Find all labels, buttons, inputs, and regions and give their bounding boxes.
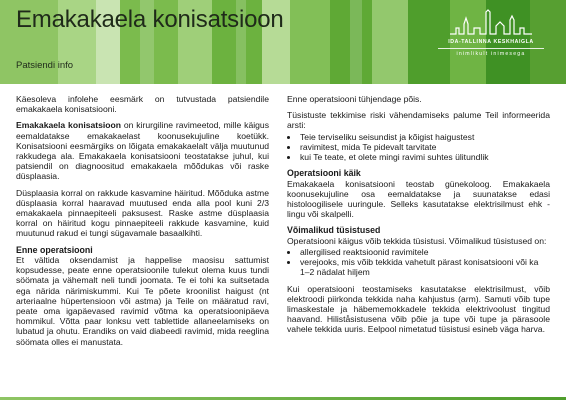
logo-wordmark: IDA-TALLINNA KESKHAIGLA [448, 39, 534, 45]
procedure-heading: Operatsiooni käik [287, 168, 361, 179]
logo-divider [438, 48, 544, 49]
risk-intro-paragraph: Tüsistuste tekkimise riski vähendamiseks palume Teil informeerida arsti: [287, 110, 550, 131]
procedure-paragraph: Emakakaela konisatsiooni teostab günekoloog. Emakakaela koonusekujuline osa eemaldatakse ja suunatakse edasi histoloogilisele uuringule. Selleks kasutatakse elektrisilmust ehk -lingu või skalpelli. [287, 178, 550, 220]
dysplasia-paragraph: Düsplaasia korral on rakkude kasvamine häiritud. Mõõduka astme düsplaasia korral haaravad muutused enda alla pool kuni 2/3 emakakaela pinnaepiteeli paksusest. Raske astme düsplaasia korral on häiritud kogu pinnaepiteeli rakkude kasvamine, kuid muutunud rakud ei tungi sügavamale basaalkihti. [16, 187, 269, 239]
before-surgery-paragraph: Et vältida oksendamist ja happelise maosisu sattumist kopsudesse, peate enne operatsioonile tulekut olema kuus tundi söömata ja vähemalt neli tundi joomata. Te ei tohi ka suitsetada ega närida närimiskummi. Kui Te põete kroonilist haigust (nt arteriaalne hüpertensioon või astma) ja Teile on määratud ravi, peate oma igapäevased ravimid võtma ka operatsioonipäeva hommikul. Võtta paar lonksu vett tablettide allaneelamiseks on lubatud ja ohutu. Erandiks on vaid diabeedi ravimid, mida reeglina söömata olles ei manustata. [16, 255, 269, 347]
complications-list [287, 247, 550, 278]
skyline-logo-icon [450, 8, 532, 36]
definition-text: on kirurgiline ravimeetod, mille käigus eemaldatakse emakakaelast koonusekujuline koetükk. Konisatsiooni eesmärgiks on lõigata emakakaelalt välja muutunud rakkudega ala. Emakakaela konisatsiooni teostatakse juhul, kui patsiendil on diagnoositud emakakaela mõõdukas või raske düsplaasia. [16, 120, 269, 182]
definition-term: Emakakaela konisatsioon [16, 120, 122, 131]
closing-paragraph: Kui operatsiooni teostamiseks kasutatakse elektrisilmust, võib elektroodi piirkonda tekkida naha kahjustus (arm). Samuti võib tupe limaskestale ja häbememokkadele tekkida elektrivoolust tingitud haavand. Hiliståsistusena võib põie ja tupe või tupe ja pärasoole vahele tekkida uuris. Eelpool nimetatud tüsistusi esineb väga harva. [287, 283, 550, 335]
complications-heading: Võimalikud tüsistused [287, 225, 381, 236]
empty-bladder-paragraph: Enne operatsiooni tühjendage põis. [287, 94, 422, 104]
left-column [16, 94, 269, 353]
hospital-logo [432, 8, 550, 64]
right-column [287, 94, 550, 341]
logo-tagline: inimlikult inimesega [456, 51, 526, 57]
banner-stripe [350, 0, 362, 84]
before-surgery-heading: Enne operatsiooni [16, 244, 93, 255]
complications-intro-paragraph: Operatsiooni käigus võib tekkida tüsistusi. Võimalikud tüsistused on: [287, 235, 547, 246]
page-title: Emakakaela konisatsioon [16, 6, 284, 33]
page-subtitle: Patsiendi info [16, 60, 74, 71]
list-item: • kui Te teate, et olete mingi ravimi suhtes ülitundlik [299, 152, 550, 162]
list-item: • allergilised reaktsioonid ravimitele [299, 247, 550, 257]
definition-paragraph [16, 120, 269, 181]
list-item: • ravimitest, mida Te pidevalt tarvitate [299, 142, 550, 152]
header-banner [0, 0, 566, 84]
list-item: • Teie terviseliku seisundist ja kõigist haigustest [299, 132, 550, 142]
list-item: • verejooks, mis võib tekkida vahetult pärast konisatsiooni või ka 1–2 nädalat hiljem [299, 257, 550, 277]
intro-paragraph: Käesoleva infolehe eesmärk on tutvustada patsiendile emakakaela konisatsiooni. [16, 94, 269, 115]
risk-list [287, 132, 550, 163]
